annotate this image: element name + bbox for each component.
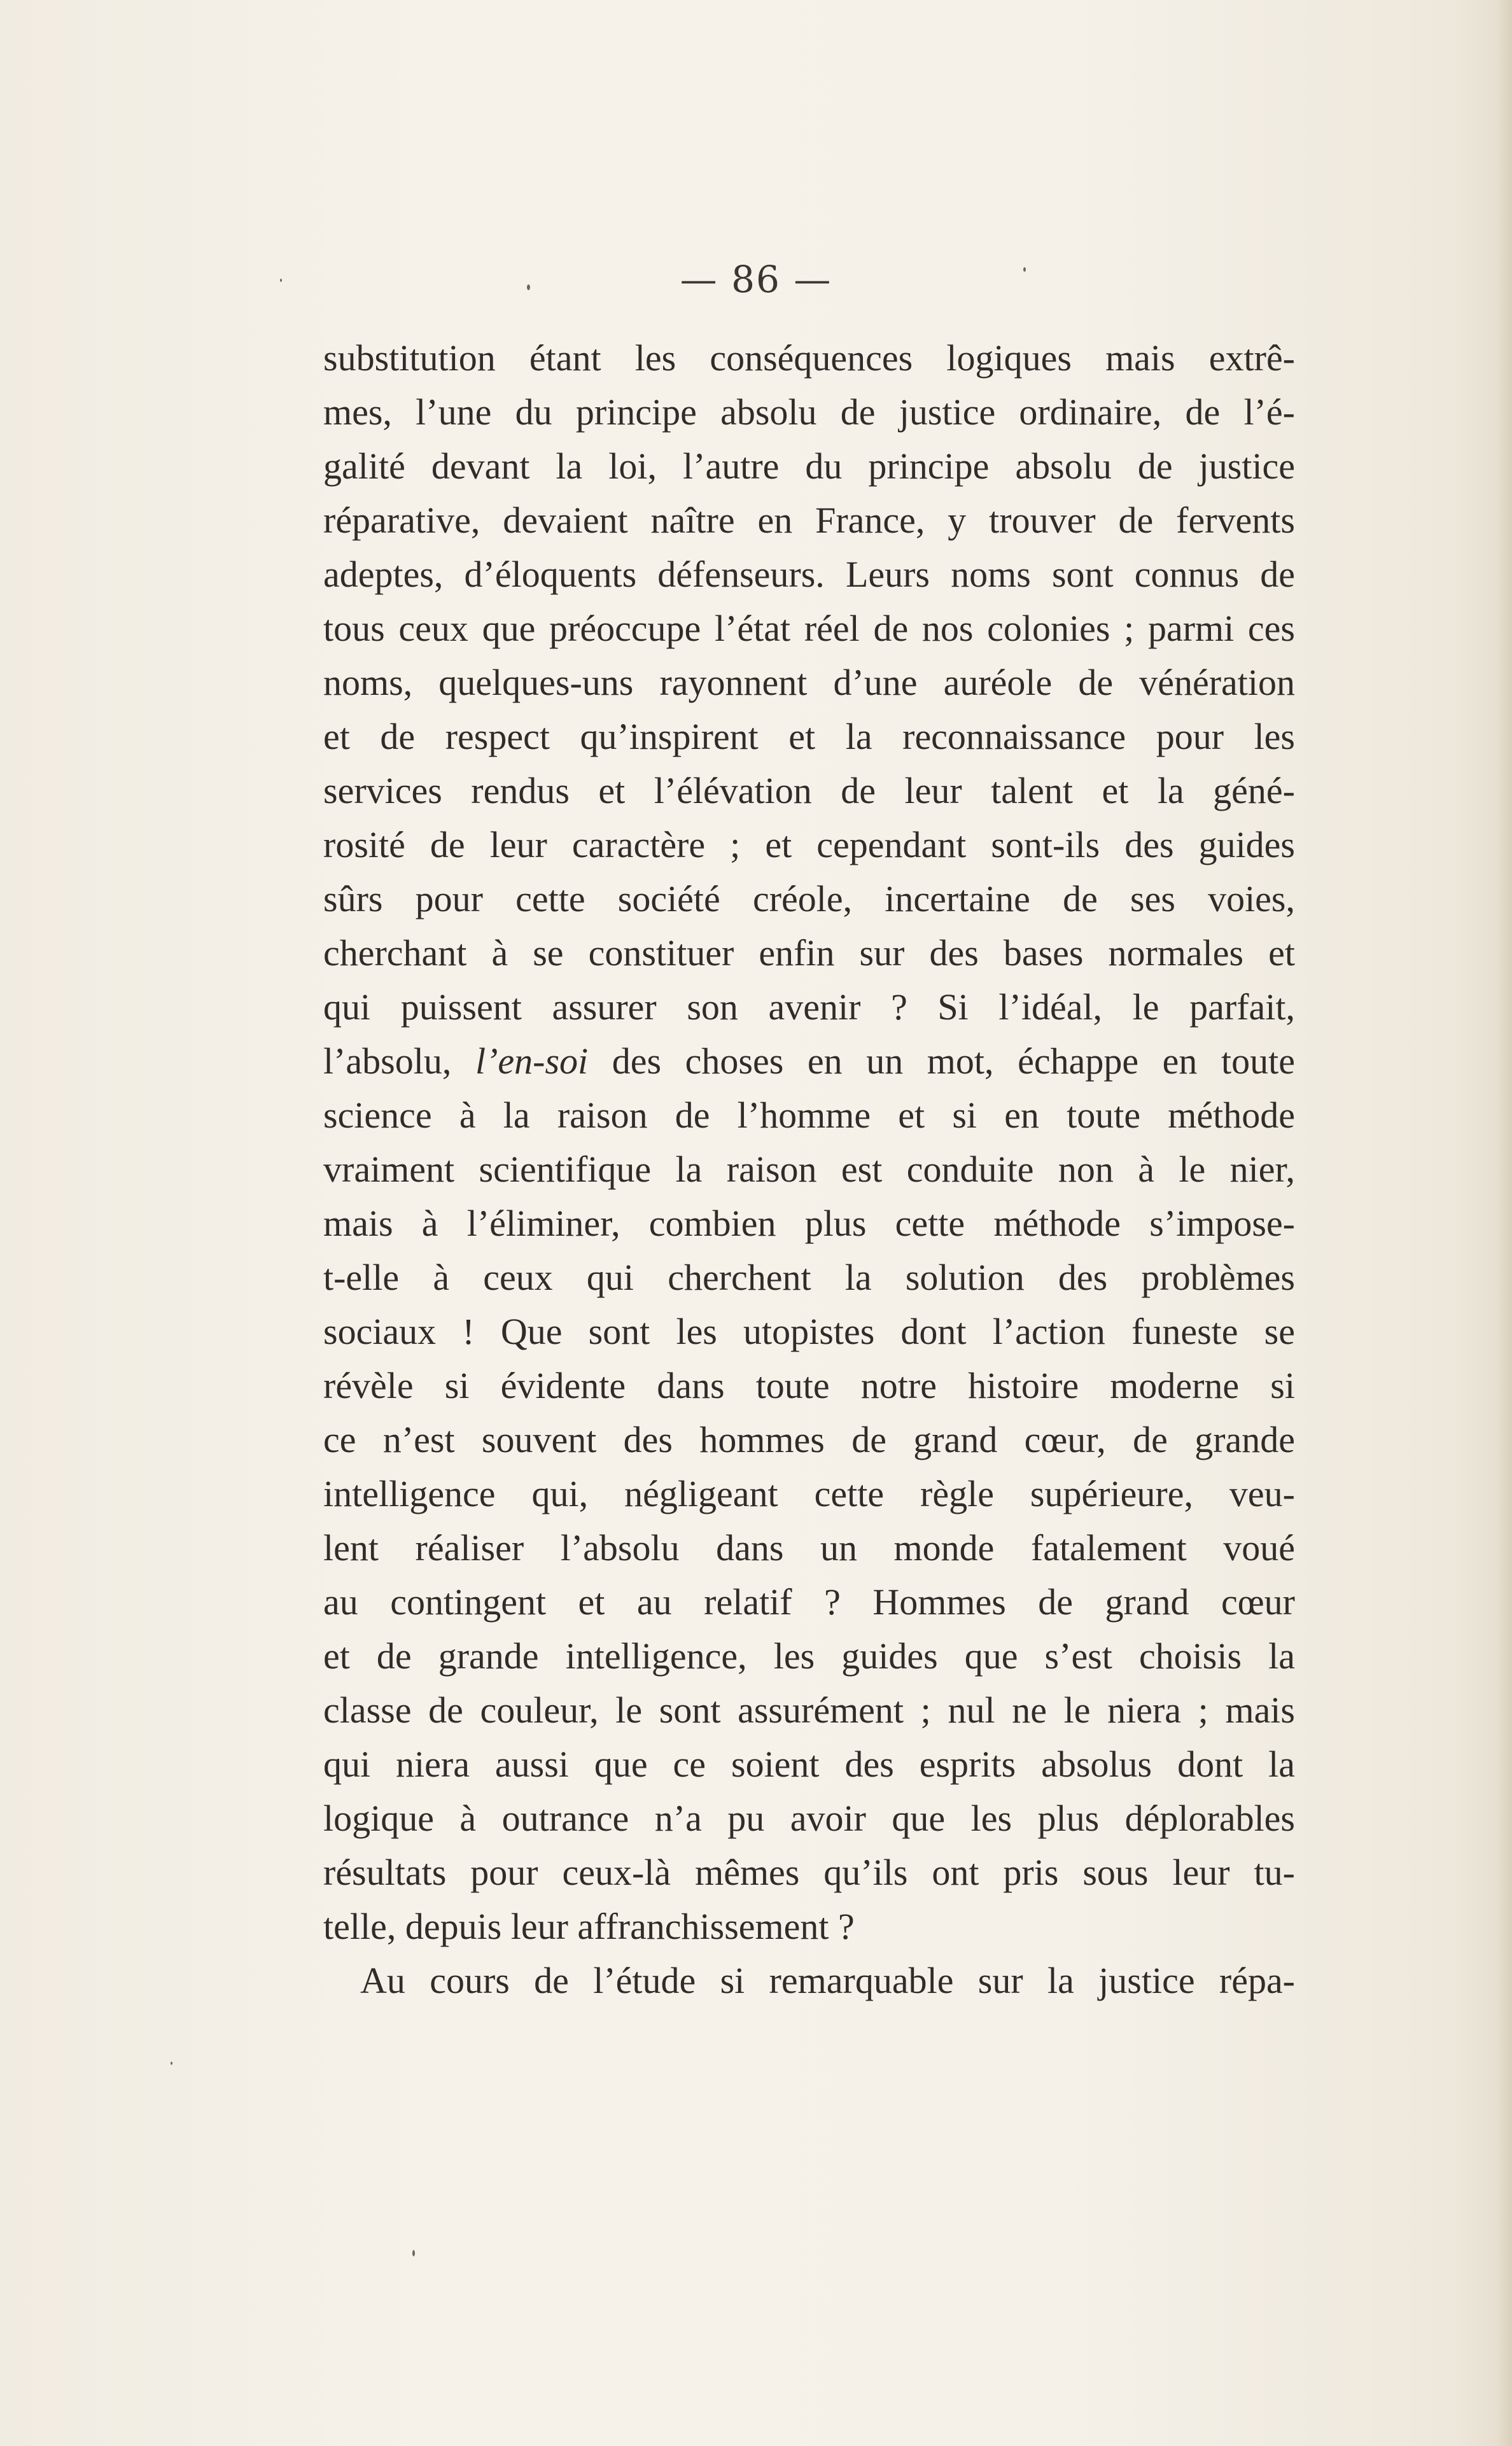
text-line: révèle si évidente dans toute notre histoire moderne si	[323, 1365, 1295, 1406]
text-line: qui niera aussi que ce soient des esprits absolus dont la	[323, 1744, 1295, 1785]
text-line: rosité de leur caractère ; et cependant sont-ils des guides	[323, 824, 1295, 865]
page-edge	[1498, 0, 1512, 2446]
body-text	[323, 331, 1295, 2008]
paper-speck	[412, 2250, 415, 2256]
text-line: mais à l’éliminer, combien plus cette méthode s’impose-	[323, 1203, 1295, 1244]
text-line: sociaux ! Que sont les utopistes dont l’action funeste se	[323, 1311, 1295, 1352]
paper-speck	[527, 284, 530, 290]
text-line-with-italic	[323, 1034, 1295, 1088]
text-line: qui puissent assurer son avenir ? Si l’idéal, le parfait,	[323, 986, 1295, 1028]
text-line: sûrs pour cette société créole, incertaine de ses voies,	[323, 878, 1295, 919]
text-line: adeptes, d’éloquents défenseurs. Leurs noms sont connus de	[323, 554, 1295, 595]
text-line: et de respect qu’inspirent et la reconnaissance pour les	[323, 716, 1295, 757]
text-line: intelligence qui, négligeant cette règle supérieure, veu-	[323, 1473, 1295, 1514]
text-line: mes, l’une du principe absolu de justice ordinaire, de l’é-	[323, 391, 1295, 433]
text-line: noms, quelques-uns rayonnent d’une auréole de vénération	[323, 662, 1295, 703]
text-line: classe de couleur, le sont assurément ; nul ne le niera ; mais	[323, 1689, 1295, 1731]
text-line: Au cours de l’étude si remarquable sur la justice répa-	[360, 1960, 1295, 2001]
text-line: ce n’est souvent des hommes de grand cœur, de grande	[323, 1419, 1295, 1460]
paper-speck	[171, 2062, 172, 2065]
text-fragment: l’absolu,	[323, 1040, 475, 1082]
text-line: science à la raison de l’homme et si en toute méthode	[323, 1094, 1295, 1136]
paper-speck	[1023, 267, 1026, 272]
text-line: substitution étant les conséquences logiques mais extrê-	[323, 337, 1295, 379]
text-line: au contingent et au relatif ? Hommes de grand cœur	[323, 1581, 1295, 1623]
text-line: cherchant à se constituer enfin sur des bases normales et	[323, 932, 1295, 974]
text-line: lent réaliser l’absolu dans un monde fatalement voué	[323, 1527, 1295, 1569]
text-fragment: des choses en un mot, échappe en toute	[588, 1040, 1295, 1082]
text-line: et de grande intelligence, les guides que s’est choisis la	[323, 1635, 1295, 1677]
paper-speck	[280, 279, 282, 282]
text-line: t-elle à ceux qui cherchent la solution des problèmes	[323, 1257, 1295, 1298]
text-line: vraiment scientifique la raison est conduite non à le nier,	[323, 1149, 1295, 1190]
text-line: tous ceux que préoccupe l’état réel de nos colonies ; parmi ces	[323, 608, 1295, 649]
text-line: galité devant la loi, l’autre du principe absolu de justice	[323, 445, 1295, 487]
italic-term: l’en-soi	[475, 1040, 589, 1082]
text-line: telle, depuis leur affranchissement ?	[323, 1906, 855, 1947]
text-line: réparative, devaient naître en France, y trouver de fervents	[323, 500, 1295, 541]
text-line: services rendus et l’élévation de leur talent et la géné-	[323, 770, 1295, 811]
page-number: — 86 —	[680, 258, 832, 301]
text-line: résultats pour ceux-là mêmes qu’ils ont pris sous leur tu-	[323, 1852, 1295, 1893]
text-line: logique à outrance n’a pu avoir que les plus déplorables	[323, 1798, 1295, 1839]
